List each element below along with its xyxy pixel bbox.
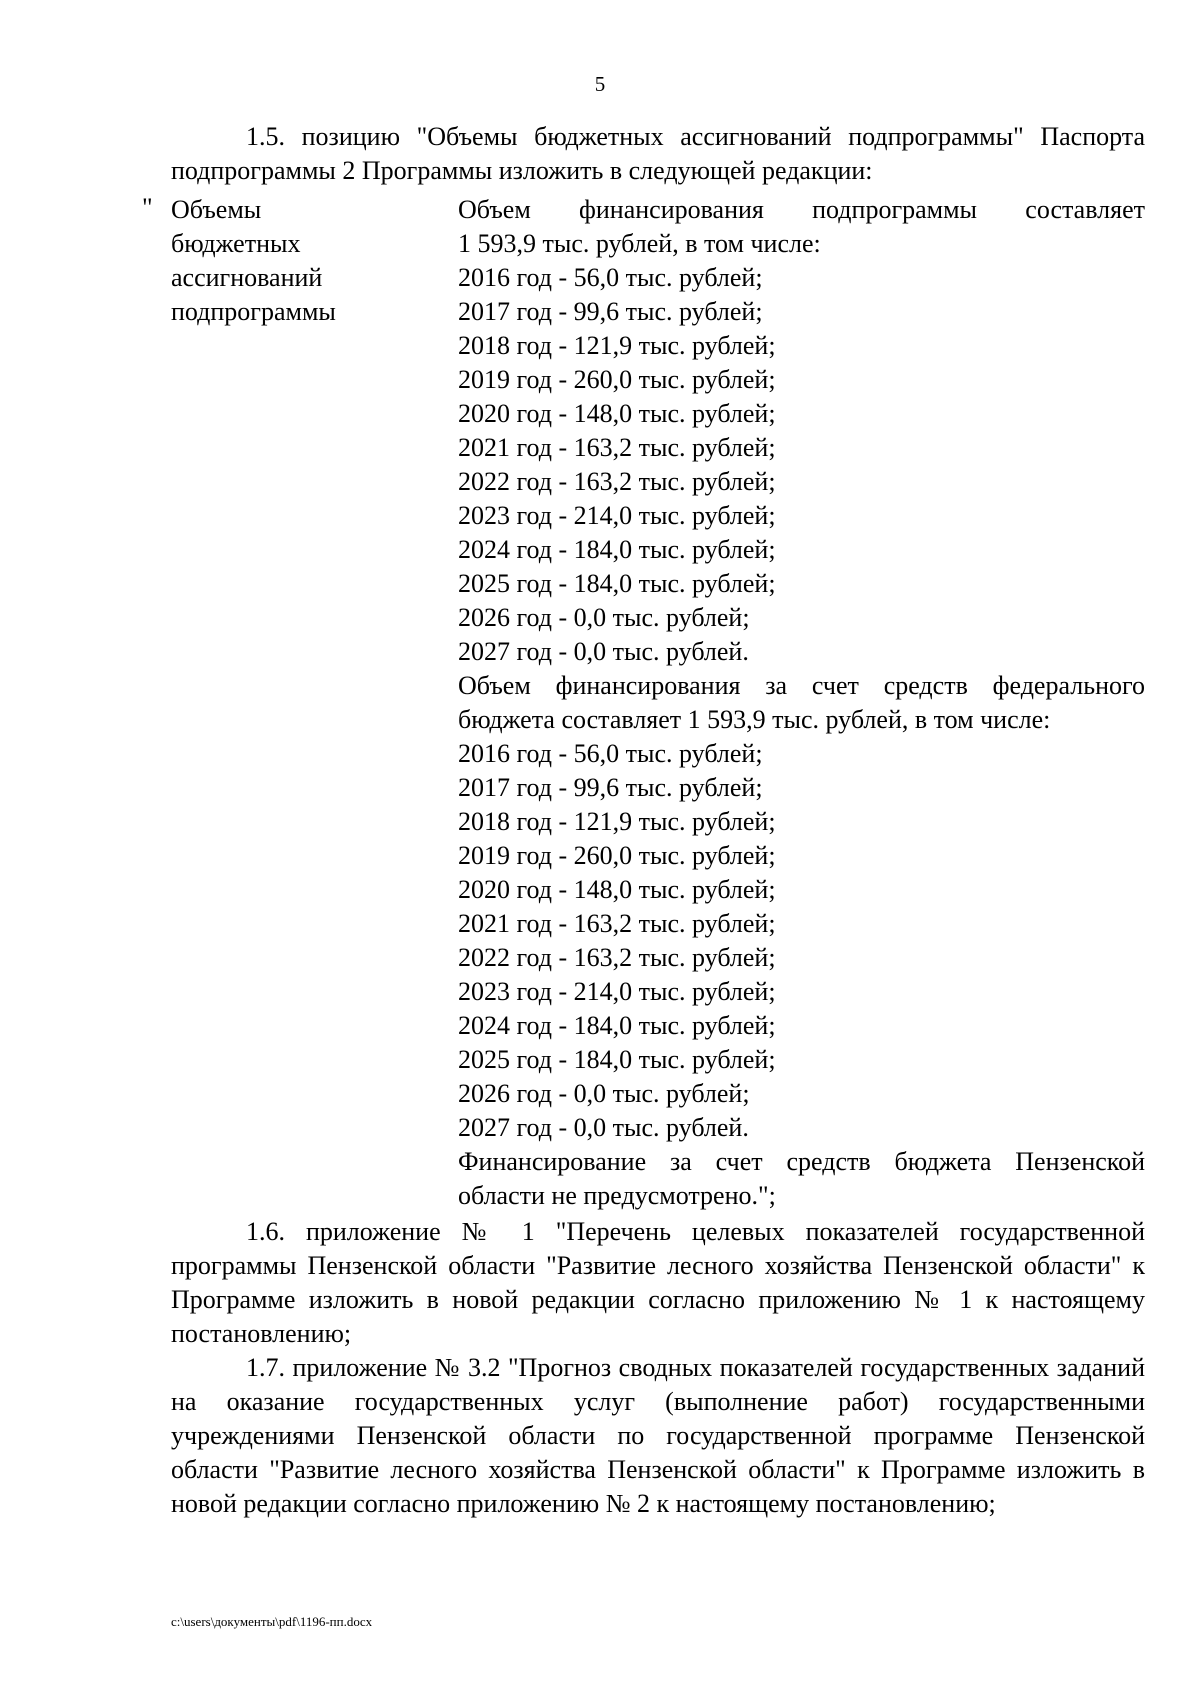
document-body (142, 120, 1145, 1521)
year-amount-line: 2023 год - 214,0 тыс. рублей; (458, 977, 776, 1006)
year-amount-line: 2021 год - 163,2 тыс. рублей; (458, 909, 776, 938)
federal-years-list (458, 737, 1145, 1145)
year-amount-line: 2016 год - 56,0 тыс. рублей; (458, 263, 763, 292)
year-amount-line: 2022 год - 163,2 тыс. рублей; (458, 467, 776, 496)
passport-table (142, 193, 1145, 1213)
passport-label-line: ассигнований (171, 263, 323, 292)
year-amount-line: 2024 год - 184,0 тыс. рублей; (458, 535, 776, 564)
year-amount-line: 2022 год - 163,2 тыс. рублей; (458, 943, 776, 972)
regional-funding-note: Финансирование за счет средств бюджета Пензенской области не предусмотрено."; (458, 1147, 1145, 1210)
page-number: 5 (594, 72, 606, 96)
year-amount-line: 2025 год - 184,0 тыс. рублей; (458, 569, 776, 598)
year-amount-line: 2026 год - 0,0 тыс. рублей; (458, 1079, 750, 1108)
opening-quote-mark: " (142, 193, 153, 222)
paragraph-1-6: 1.6. приложение № 1 "Перечень целевых показателей государственной программы Пензенской области "Развитие лесного хозяйства Пензенской области" к Программе изложить в новой редакции согласно приложению № 1 к настоящему постановлению; (171, 1217, 1145, 1348)
total-amount-line: 1 593,9 тыс. рублей, в том числе: (458, 229, 821, 258)
passport-label-line: Объемы (171, 195, 262, 224)
footer-file-path: c:\users\документы\pdf\1196-пп.docx (171, 1614, 373, 1629)
year-amount-line: 2027 год - 0,0 тыс. рублей. (458, 637, 749, 666)
year-amount-line: 2019 год - 260,0 тыс. рублей; (458, 365, 776, 394)
year-amount-line: 2021 год - 163,2 тыс. рублей; (458, 433, 776, 462)
year-amount-line: 2027 год - 0,0 тыс. рублей. (458, 1113, 749, 1142)
paragraph-1-5: 1.5. позицию "Объемы бюджетных ассигнований подпрограммы" Паспорта подпрограммы 2 Программы изложить в следующей редакции: (171, 122, 1145, 185)
passport-label-line: подпрограммы (171, 297, 336, 326)
year-amount-line: 2016 год - 56,0 тыс. рублей; (458, 739, 763, 768)
year-amount-line: 2024 год - 184,0 тыс. рублей; (458, 1011, 776, 1040)
passport-label-line: бюджетных (171, 229, 301, 258)
year-amount-line: 2017 год - 99,6 тыс. рублей; (458, 773, 763, 802)
year-amount-line: 2018 год - 121,9 тыс. рублей; (458, 807, 776, 836)
total-intro-line: Объем финансирования подпрограммы составляет (458, 195, 1145, 224)
passport-value-cell (458, 193, 1145, 1213)
paragraph-1-7: 1.7. приложение № 3.2 "Прогноз сводных показателей государственных заданий на оказание государственных услуг (выполнение работ) государственными учреждениями Пензенской области по государственной программе Пензенской области "Развитие лесного хозяйства Пензенской области" к Программе изложить в новой редакции согласно приложению № 2 к настоящему постановлению; (171, 1353, 1145, 1518)
year-amount-line: 2025 год - 184,0 тыс. рублей; (458, 1045, 776, 1074)
federal-intro: Объем финансирования за счет средств федерального бюджета составляет 1 593,9 тыс. рублей, в том числе: (458, 671, 1145, 734)
year-amount-line: 2020 год - 148,0 тыс. рублей; (458, 399, 776, 428)
total-years-list (458, 261, 1145, 669)
year-amount-line: 2018 год - 121,9 тыс. рублей; (458, 331, 776, 360)
year-amount-line: 2023 год - 214,0 тыс. рублей; (458, 501, 776, 530)
year-amount-line: 2026 год - 0,0 тыс. рублей; (458, 603, 750, 632)
year-amount-line: 2017 год - 99,6 тыс. рублей; (458, 297, 763, 326)
year-amount-line: 2020 год - 148,0 тыс. рублей; (458, 875, 776, 904)
passport-label-cell (171, 193, 458, 1213)
year-amount-line: 2019 год - 260,0 тыс. рублей; (458, 841, 776, 870)
